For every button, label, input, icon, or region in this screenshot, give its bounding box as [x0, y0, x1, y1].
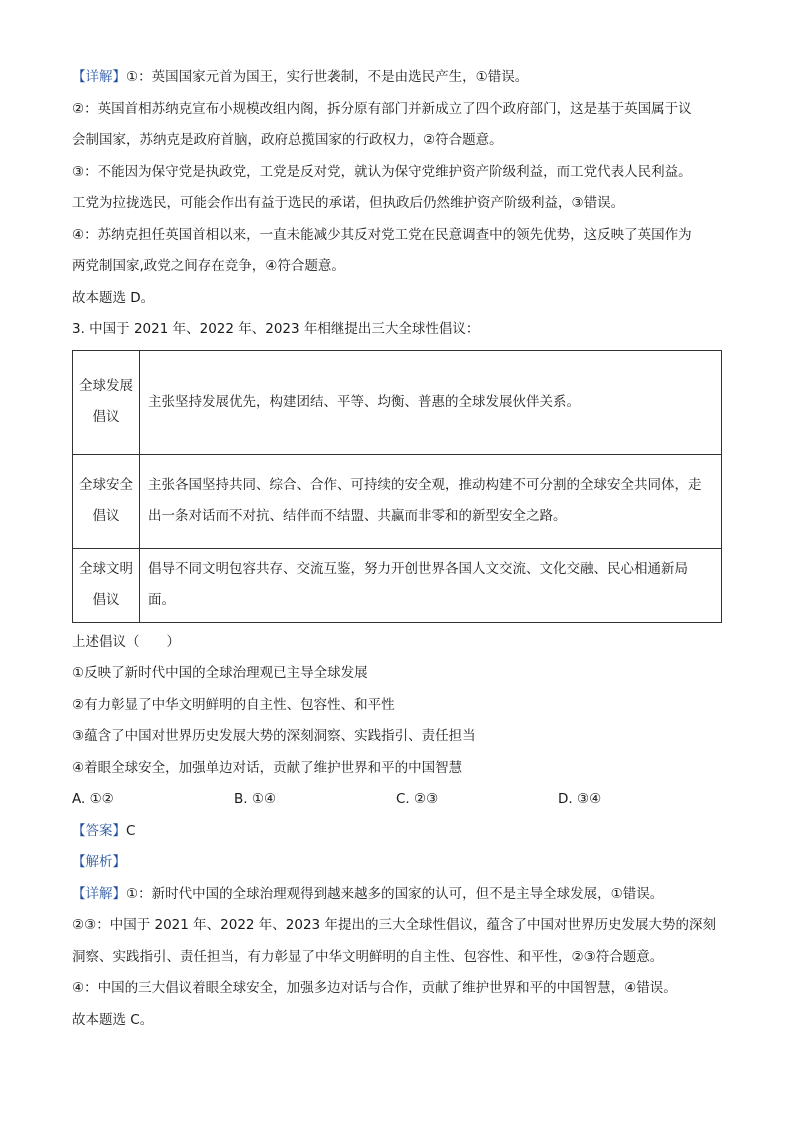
detail-line-4: ④：中国的三大倡议着眼全球安全，加强多边对话与合作，贡献了维护世界和平的中国智慧，④错误。 [72, 980, 677, 996]
initiative-desc: 主张各国坚持共同、综合、合作、可持续的安全观，推动构建不可分割的全球安全共同体，走出一条对话而不对抗、结伴而不结盟、共赢而非零和的新型安全之路。 [140, 454, 722, 548]
detail-line-1 [72, 879, 722, 911]
prev-detail-line-2: ②：英国首相苏纳克宣布小规模改组内阁，拆分原有部门并新成立了四个政府部门，这是基于英国属于议 [72, 100, 692, 117]
answer-line [72, 816, 722, 848]
prev-detail-line-3: 会制国家，苏纳克是政府首脑，政府总揽国家的行政权力，②符合题意。 [72, 132, 503, 148]
prev-conclusion: 故本题选 D。 [72, 289, 155, 306]
prev-detail-line-4: ③：不能因为保守党是执政党，工党是反对党，就认为保守党维护资产阶级利益，而工党代表人民利益。 [72, 163, 692, 180]
answer-options [72, 784, 722, 816]
statement-1: ①反映了新时代中国的全球治理观已主导全球发展 [72, 665, 368, 681]
detail-line-2: ②③：中国于 2021 年、2022 年、2023 年提出的三大全球性倡议，蕴含了中国对世界历史发展大势的深刻 [72, 917, 716, 933]
question-stem: 3. 中国于 2021 年、2022 年、2023 年相继提出三大全球性倡议： [72, 321, 480, 337]
option-b: B. ①④ [234, 791, 277, 807]
prev-detail-line-6: ④：苏纳克担任英国首相以来，一直未能减少其反对党工党在民意调查中的领先优势，这反映了英国作为 [72, 226, 692, 243]
table-row [73, 548, 722, 622]
option-a: A. ①② [72, 791, 114, 807]
analysis-line [72, 847, 722, 879]
detail-text: ①：新时代中国的全球治理观得到越来越多的国家的认可，但不是主导全球发展，①错误。 [126, 885, 664, 902]
prev-detail-line-5: 工党为拉拢选民，可能会作出有益于选民的承诺，但执政后仍然维护资产阶级利益，③错误。 [72, 195, 625, 211]
analysis-tag: 【解析】 [72, 854, 126, 870]
detail-line-3: 洞察、实践指引、责任担当，有力彰显了中华文明鲜明的自主性、包容性、和平性，②③符合题意。 [72, 948, 664, 965]
detail-tag: 【详解】 [72, 885, 126, 902]
answer-tag: 【答案】 [72, 822, 126, 839]
prev-detail-line-7: 两党制国家,政党之间存在竞争，④符合题意。 [72, 258, 345, 274]
detail-tag: 【详解】 [72, 69, 126, 85]
statement-4: ④着眼全球安全，加强单边对话，贡献了维护世界和平的中国智慧 [72, 759, 463, 776]
prev-detail-line-1 [72, 62, 722, 94]
initiative-desc: 倡导不同文明包容共存、交流互鉴，努力开创世界各国人文交流、文化交融、民心相通新局面。 [140, 548, 722, 622]
table-row [73, 350, 722, 454]
answer-value: C [126, 822, 136, 839]
statement-3: ③蕴含了中国对世界历史发展大势的深刻洞察、实践指引、责任担当 [72, 728, 476, 744]
initiative-desc: 主张坚持发展优先，构建团结、平等、均衡、普惠的全球发展伙伴关系。 [140, 350, 722, 454]
document-page [72, 62, 722, 1036]
detail-text: ①：英国国家元首为国王，实行世袭制，不是由选民产生，①错误。 [126, 69, 529, 85]
option-c: C. ②③ [396, 791, 439, 807]
initiative-name: 全球安全倡议 [73, 454, 140, 548]
table-row [73, 454, 722, 548]
question-lead: 上述倡议（ ） [72, 633, 180, 650]
initiative-name: 全球发展倡议 [73, 350, 140, 454]
statement-2: ②有力彰显了中华文明鲜明的自主性、包容性、和平性 [72, 696, 395, 713]
initiatives-table [72, 350, 722, 623]
conclusion: 故本题选 C。 [72, 1011, 154, 1028]
option-d: D. ③④ [558, 791, 602, 807]
initiative-name: 全球文明倡议 [73, 548, 140, 622]
